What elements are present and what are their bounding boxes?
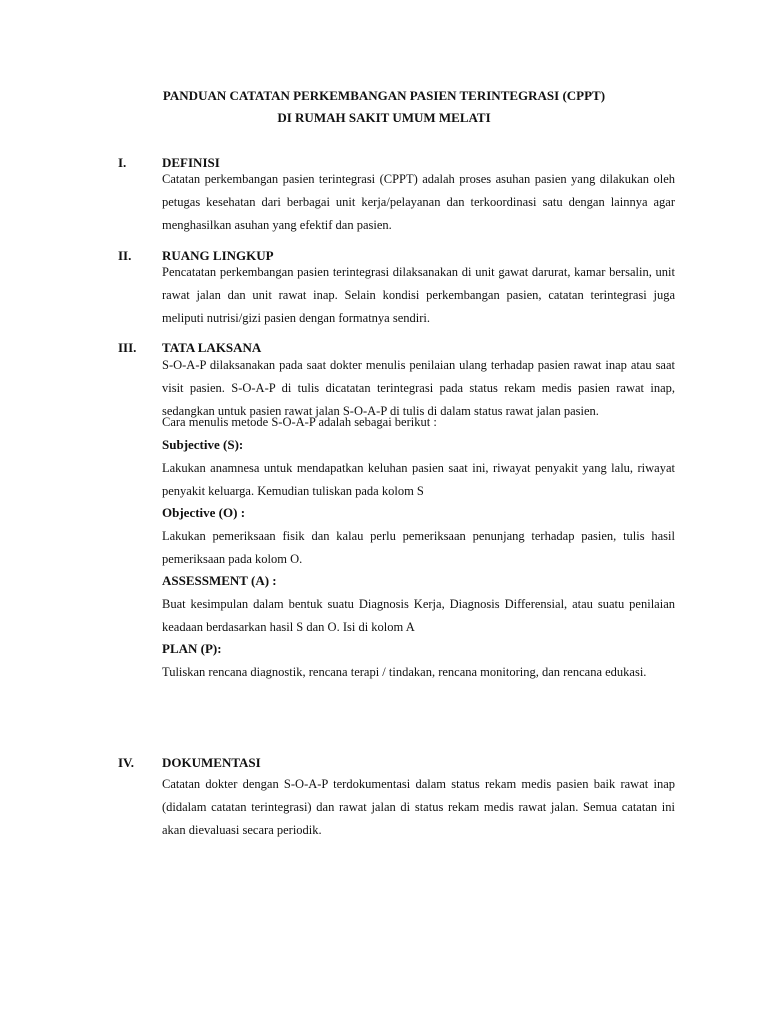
section-text: Pencatatan perkembangan pasien terintegrasi dilaksanakan di unit gawat darurat, kamar bersalin, unit rawat jalan dan unit rawat inap. Selain kondisi perkembangan pasien, catatan terintegrasi juga meliputi nutrisi/gizi pasien dengan formatnya sendiri. bbox=[162, 265, 675, 325]
section-body bbox=[162, 354, 675, 684]
subsection-heading-assessment: ASSESSMENT (A) : bbox=[162, 573, 277, 588]
section-body bbox=[162, 261, 675, 330]
section-heading: RUANG LINGKUP bbox=[162, 248, 274, 263]
section-body bbox=[162, 168, 675, 237]
subsection-heading-plan: PLAN (P): bbox=[162, 641, 222, 656]
section-text: Catatan perkembangan pasien terintegrasi (CPPT) adalah proses asuhan pasien yang dilakukan oleh petugas kesehatan dari berbagai unit kerja/pelayanan dan terkoordinasi satu dengan lainnya agar menghasilkan asuhan yang efektif dan pasien. bbox=[162, 172, 675, 232]
subsection-heading-objective: Objective (O) : bbox=[162, 505, 246, 520]
subsection-text-objective: Lakukan pemeriksaan fisik dan kalau perlu pemeriksaan penunjang terhadap pasien, tulis hasil pemeriksaan pada kolom O. bbox=[162, 529, 675, 566]
section-heading: DEFINISI bbox=[162, 155, 220, 170]
section-number: III. bbox=[118, 340, 137, 355]
subsection-text-assessment: Buat kesimpulan dalam bentuk suatu Diagnosis Kerja, Diagnosis Differensial, atau suatu penilaian keadaan berdasarkan hasil S dan O. Isi di kolom A bbox=[162, 597, 675, 634]
soap-intro: Cara menulis metode S-O-A-P adalah sebagai berikut : bbox=[162, 415, 437, 429]
section-text: Catatan dokter dengan S-O-A-P terdokumentasi dalam status rekam medis pasien baik rawat inap (didalam catatan terintegrasi) dan rawat jalan di status rekam medis rawat jalan. Semua catatan ini akan dievaluasi secara periodik. bbox=[162, 777, 675, 837]
subsection-heading-subjective: Subjective (S): bbox=[162, 437, 244, 452]
document-title-line2: DI RUMAH SAKIT UMUM MELATI bbox=[277, 110, 491, 125]
section-heading: DOKUMENTASI bbox=[162, 755, 261, 770]
section-number: IV. bbox=[118, 755, 135, 770]
subsection-text-plan: Tuliskan rencana diagnostik, rencana terapi / tindakan, rencana monitoring, dan rencana edukasi. bbox=[162, 665, 647, 679]
section-body bbox=[162, 773, 675, 842]
section-text: S-O-A-P dilaksanakan pada saat dokter menulis penilaian ulang terhadap pasien rawat inap atau saat visit pasien. S-O-A-P di tulis dicatatan terintegrasi pada status rekam medis pasien rawat inap, sedangkan untuk pasien rawat jalan S-O-A-P di tulis di dalam status rawat jalan pasien. bbox=[162, 358, 675, 418]
document-title-line1: PANDUAN CATATAN PERKEMBANGAN PASIEN TERINTEGRASI (CPPT) bbox=[162, 88, 606, 103]
subsection-text-subjective: Lakukan anamnesa untuk mendapatkan keluhan pasien saat ini, riwayat penyakit yang lalu, riwayat penyakit keluarga. Kemudian tuliskan pada kolom S bbox=[162, 461, 675, 498]
section-heading: TATA LAKSANA bbox=[162, 340, 262, 355]
section-number: II. bbox=[118, 248, 132, 263]
section-number: I. bbox=[118, 155, 127, 170]
